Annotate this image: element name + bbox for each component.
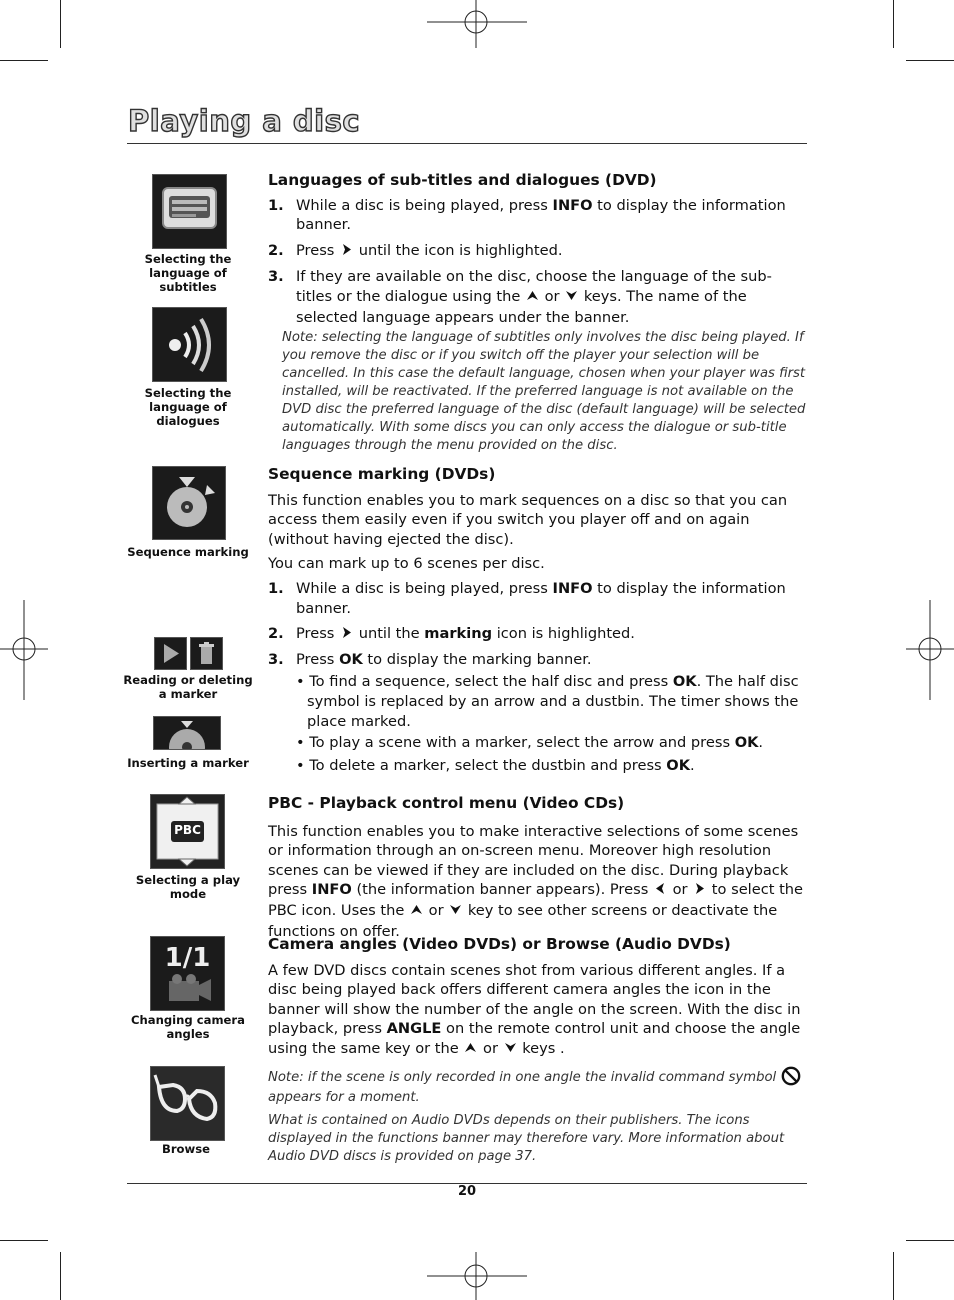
step-text: Press: [296, 650, 340, 668]
camera-angle-icon: [150, 936, 225, 1011]
paragraph: [268, 961, 808, 1060]
title-rule: [127, 143, 807, 144]
crop-mark: [60, 0, 61, 48]
note: What is contained on Audio DVDs depends on their publishers. The icons displayed in the functions banner may therefore vary. More information about Audio DVD discs is provided on page 37.: [268, 1112, 785, 1164]
right-arrow-icon: [692, 881, 707, 901]
right-arrow-icon: [339, 242, 354, 262]
step: [268, 241, 808, 262]
registration-mark-icon: [427, 0, 527, 48]
pbc-icon-label: PBC: [174, 823, 201, 837]
sequence-marking-icon: [152, 466, 226, 540]
paragraph-text: (the information banner appears). Press: [351, 881, 653, 899]
paragraph-text: keys .: [517, 1039, 565, 1057]
section-sequence-marking: [268, 465, 808, 775]
step-text: If they are available on the disc, choose the language of the sub-titles or the dialogue using the: [296, 268, 772, 305]
step-text: icon is highlighted.: [492, 625, 635, 643]
paragraph-text: to select the PBC icon. Uses the: [268, 881, 804, 919]
paragraph-text: or: [424, 901, 449, 919]
section-languages: [268, 171, 808, 455]
key-label: INFO: [311, 881, 352, 899]
step-number: 1.: [268, 579, 284, 597]
step: [268, 624, 808, 645]
audio-waves-icon: [152, 307, 227, 382]
angle-icon-label: 1/1: [164, 943, 211, 973]
crop-mark: [906, 60, 954, 61]
half-disc-icon: [153, 716, 221, 750]
left-arrow-icon: [653, 881, 668, 901]
dustbin-icon: [190, 637, 223, 670]
bullet-text: • To find a sequence, select the half disc and press: [296, 673, 673, 691]
bullet-text: • To play a scene with a marker, select the arrow and press: [296, 734, 735, 752]
key-label: ANGLE: [386, 1020, 442, 1038]
page-title: Playing a disc: [128, 104, 361, 138]
key-label: INFO: [552, 196, 593, 214]
step-text: keys. The name of the selected language appears under the banner.: [296, 287, 747, 326]
registration-mark-icon: [0, 600, 48, 700]
crop-mark: [893, 0, 894, 48]
bullet-item: [268, 756, 808, 776]
crop-mark: [906, 1240, 954, 1241]
note-text: Note: if the scene is only recorded in one angle the invalid command symbol: [268, 1069, 781, 1085]
caption-reading: Reading or deleting a marker: [123, 673, 253, 701]
right-arrow-icon: [339, 625, 354, 645]
step-text: While a disc is being played, press: [296, 196, 553, 214]
step: [268, 267, 808, 327]
step: [268, 579, 808, 618]
note: Note: selecting the language of subtitles only involves the disc being played. If you remove the disc or if you switch off the player your selection will be cancelled. In this case the default language, chosen when your player was first installed, will be reactivated. If the preferred language is not available on the DVD disc the preferred language of the disc (default language) will be selected automatically. With some discs you can only access the dialogue or sub-title languages through the menu provided on the disc.: [282, 330, 806, 454]
step-number: 2.: [268, 625, 284, 643]
bullet-text: • To delete a marker, select the dustbin and press: [296, 756, 667, 774]
crop-mark: [0, 1240, 48, 1241]
note-text: appears for a moment.: [268, 1089, 420, 1105]
up-arrow-icon: [463, 1040, 478, 1060]
key-label: OK: [672, 673, 697, 691]
page-number: 20: [457, 1184, 477, 1199]
pbc-icon: [150, 794, 225, 869]
key-label: INFO: [552, 579, 593, 597]
paragraph: [268, 822, 808, 942]
step-text: While a disc is being played, press: [296, 579, 553, 597]
bullet-item: [268, 733, 808, 753]
step-number: 2.: [268, 241, 284, 259]
bullet-item: [268, 672, 808, 731]
caption-subtitles: Selecting the language of subtitles: [144, 252, 232, 294]
note: [268, 1066, 808, 1107]
step-text: to display the marking banner.: [362, 650, 592, 668]
section-camera-angles: [268, 935, 808, 1166]
caption-playmode: Selecting a play mode: [135, 873, 241, 901]
paragraph-text: or: [667, 881, 693, 899]
crop-mark: [0, 60, 48, 61]
section-heading: PBC - Playback control menu (Video CDs): [268, 794, 625, 812]
caption-inserting: Inserting a marker: [127, 756, 249, 770]
caption-dialogues: Selecting the language of dialogues: [144, 386, 232, 428]
down-arrow-icon: [503, 1040, 518, 1060]
key-label: marking: [424, 625, 493, 643]
play-arrow-icon: [154, 637, 187, 670]
step-text: Press: [296, 241, 340, 259]
crop-mark: [893, 1252, 894, 1300]
up-arrow-icon: [525, 288, 540, 308]
section-heading: Sequence marking (DVDs): [268, 465, 496, 483]
step-number: 3.: [268, 268, 284, 286]
paragraph-text: on the remote control unit and choose the angle using the same key or the: [268, 1020, 801, 1057]
paragraph-text: A few DVD discs contain scenes shot from various different angles. If a disc being played back offers different camera angles the icon in the banner will show the number of the angle on the screen. With the disc in playback, press: [268, 961, 801, 1038]
up-arrow-icon: [409, 902, 424, 922]
key-label: OK: [734, 734, 759, 752]
paragraph-text: key to see other screens or deactivate the functions on offer.: [268, 901, 778, 940]
section-heading: Languages of sub-titles and dialogues (DVD): [268, 171, 657, 189]
step-text: to display the information banner.: [296, 196, 786, 234]
bullet-text: .: [690, 756, 695, 774]
step-text: to display the information banner.: [296, 579, 786, 617]
step-text: until the: [354, 625, 425, 643]
key-label: OK: [339, 650, 363, 668]
section-heading: Camera angles (Video DVDs) or Browse (Audio DVDs): [268, 935, 731, 953]
step-number: 1.: [268, 196, 284, 214]
bullet-text: . The half disc symbol is replaced by an arrow and a dustbin. The timer shows the place marked.: [307, 673, 799, 730]
paragraph-text: This function enables you to make interactive selections of some scenes or information through an on-screen menu. Moreover high resolution scenes can be viewed if they are included on the disc. During playback press: [268, 822, 799, 899]
step-text: until the icon is highlighted.: [354, 241, 563, 259]
paragraph: This function enables you to mark sequences on a disc so that you can access them easily even if you switch you player off and on again (without having ejected the disc).: [268, 491, 788, 548]
step-number: 3.: [268, 650, 284, 668]
down-arrow-icon: [564, 288, 579, 308]
down-arrow-icon: [448, 902, 463, 922]
caption-sequence: Sequence marking: [127, 545, 249, 559]
bullet-text: .: [758, 734, 764, 752]
registration-mark-icon: [427, 1252, 527, 1300]
caption-browse: Browse: [162, 1142, 210, 1156]
subtitles-icon: [152, 174, 227, 249]
paragraph-text: or: [478, 1039, 503, 1057]
crop-mark: [60, 1252, 61, 1300]
caption-camera: Changing camera angles: [131, 1013, 245, 1041]
glasses-icon: [150, 1066, 225, 1141]
registration-mark-icon: [906, 600, 954, 700]
section-pbc: [268, 794, 808, 941]
step-text: Press: [296, 625, 340, 643]
step-text: or: [539, 287, 565, 305]
paragraph: You can mark up to 6 scenes per disc.: [268, 555, 545, 573]
invalid-command-icon: [780, 1066, 802, 1088]
key-label: OK: [666, 756, 691, 774]
step: [268, 196, 808, 235]
step: [268, 650, 808, 670]
